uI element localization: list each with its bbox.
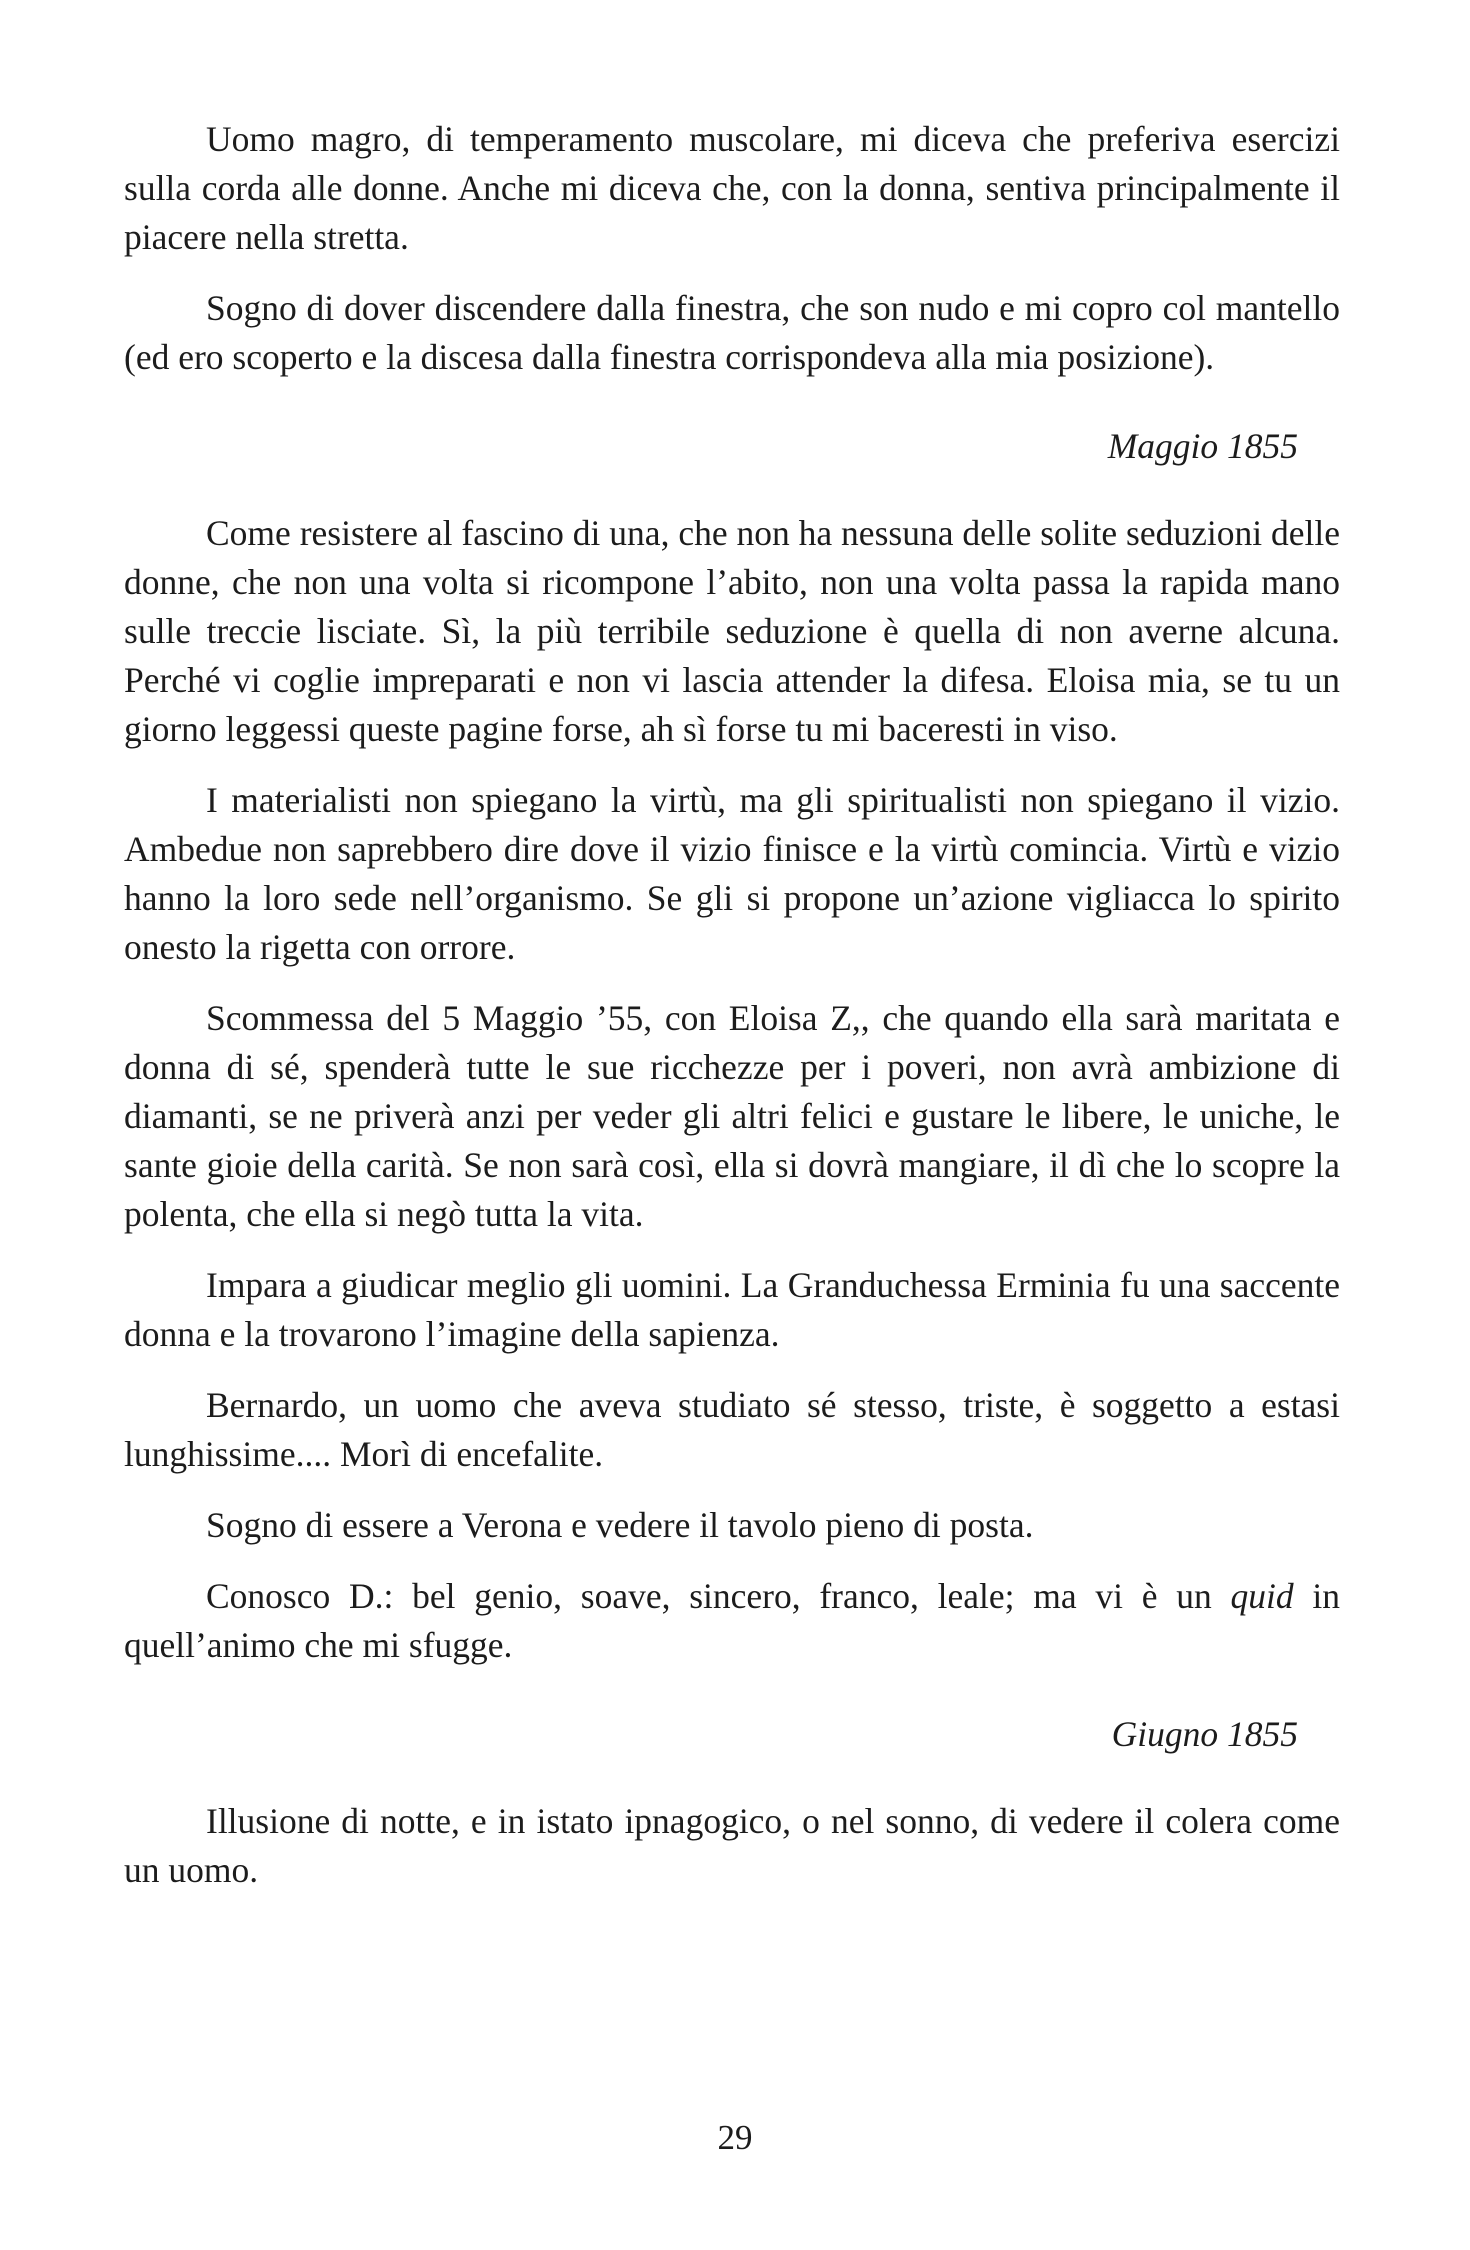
conosco-italic-word: quid [1230, 1576, 1294, 1616]
paragraph: Impara a giudicar meglio gli uomini. La Granduchessa Erminia fu una saccente donna e la trovarono l’imagine della sapienza. [124, 1265, 1340, 1354]
page-number: 29 [717, 2118, 753, 2157]
paragraph: Uomo magro, di temperamento muscolare, mi diceva che preferiva esercizi sulla corda alle donne. Anche mi diceva che, con la donna, sentiva principalmente il piacere nella stretta. [124, 119, 1340, 257]
paragraph: I materialisti non spiegano la virtù, ma gli spiritualisti non spiegano il vizio. Ambedue non saprebbero dire dove il vizio finisce e la virtù comincia. Virtù e vizio hanno la loro sede nell’organismo. Se gli si propone un’azione vigliacca lo spirito onesto la rigetta con orrore. [124, 780, 1340, 967]
paragraph: Sogno di essere a Verona e vedere il tavolo pieno di posta. [206, 1505, 1034, 1545]
dateline-maggio: Maggio 1855 [1107, 426, 1298, 466]
dateline-giugno: Giugno 1855 [1111, 1714, 1298, 1754]
paragraph: Come resistere al fascino di una, che non ha nessuna delle solite seduzioni delle donne, che non una volta si ricompone l’abito, non una volta passa la rapida mano sulle treccie lisciate. Sì, la più terribile seduzione è quella di non averne alcuna. Perché vi coglie impreparati e non vi lascia attender la difesa. Eloisa mia, se tu un giorno leggessi queste pagine forse, ah sì forse tu mi baceresti in viso. [124, 513, 1340, 749]
paragraph: Illusione di notte, e in istato ipnagogico, o nel sonno, di vedere il colera come un uomo. [124, 1801, 1340, 1890]
conosco-text-end: in quell’animo che mi sfugge. [124, 1576, 1340, 1665]
paragraph: Bernardo, un uomo che aveva studiato sé stesso, triste, è soggetto a estasi lunghissime.... Morì di encefalite. [124, 1385, 1340, 1474]
paragraph: Scommessa del 5 Maggio ’55, con Eloisa Z,, che quando ella sarà maritata e donna di sé, spenderà tutte le sue ricchezze per i poveri, non avrà ambizione di diamanti, se ne priverà anzi per veder gli altri felici e gustare le libere, le uniche, le sante gioie della carità. Se non sarà così, ella si dovrà mangiare, il dì che lo scopre la polenta, che ella si negò tutta la vita. [124, 998, 1340, 1234]
paragraph: Sogno di dover discendere dalla finestra, che son nudo e mi copro col mantello (ed ero scoperto e la discesa dalla finestra corrispondeva alla mia posizione). [124, 288, 1340, 377]
conosco-text-start: Conosco D.: bel genio, soave, sincero, franco, leale; ma vi è un [206, 1576, 1231, 1616]
paragraph-conosco [124, 1572, 1340, 1670]
